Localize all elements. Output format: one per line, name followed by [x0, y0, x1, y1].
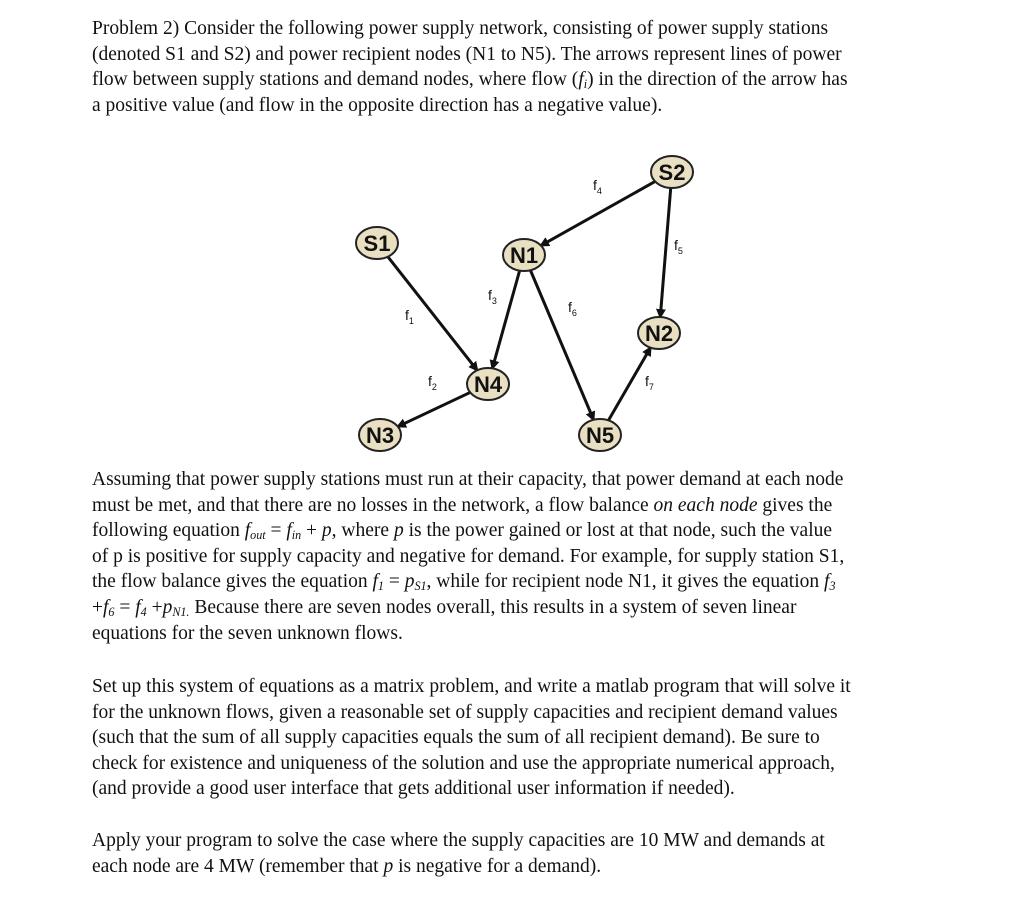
math-subscript: in [291, 528, 302, 543]
node-n3 [359, 419, 401, 451]
node-n5 [579, 419, 621, 451]
flow-label-f6: $f_6$ [568, 299, 577, 318]
text-fragment: is negative for a demand). [398, 855, 602, 877]
text-line: (and provide a good user interface that gets additional user information if needed). [92, 778, 735, 800]
node-label: N4 [473, 372, 503, 397]
task-paragraph [92, 674, 972, 802]
text-fragment: gives the [762, 494, 833, 516]
text-line: (such that the sum of all supply capacities equals the sum of all recipient demand). Be sure to [92, 727, 820, 749]
flow-label-f5: $f_5$ [674, 237, 683, 256]
assumptions-paragraph [92, 467, 972, 646]
emphasis: on each node [653, 494, 758, 516]
text-fragment: must be met, and that there are no losses in the network, a flow balance [92, 494, 649, 516]
math-subscript: S1 [414, 579, 427, 594]
text-line [92, 854, 972, 880]
edges-layer [388, 181, 674, 426]
math-subscript: 3 [829, 579, 836, 594]
text-line: Assuming that power supply stations must run at their capacity, that power demand at each node [92, 469, 844, 490]
math-op: = [383, 571, 405, 593]
node-n2 [638, 317, 680, 349]
math-var: f [578, 69, 584, 91]
problem-intro [92, 16, 972, 118]
nodes-layer [356, 156, 693, 451]
text-line [92, 493, 972, 519]
node-label: S1 [363, 231, 391, 256]
math-subscript: 4 [140, 604, 147, 619]
text-line: a positive value (and flow in the opposite direction has a negative value). [92, 94, 663, 116]
math-op: + [146, 596, 163, 618]
math-var: p [393, 520, 404, 542]
text-fragment: , where [331, 520, 390, 542]
node-s2 [651, 156, 693, 188]
math-subscript: 1 [377, 579, 384, 594]
math-op: = [114, 596, 136, 618]
flow-arrow-f2 [398, 392, 470, 426]
text-line [92, 67, 972, 93]
text-fragment: the flow balance gives the equation [92, 571, 368, 593]
node-label: S2 [658, 160, 686, 185]
flow-arrow-f5 [660, 188, 670, 317]
text-line: Problem 2) Consider the following power supply network, consisting of power supply stations [92, 18, 829, 39]
node-label: N2 [644, 321, 674, 346]
node-label: N3 [365, 423, 395, 448]
math-subscript: N1. [172, 604, 190, 619]
math-subscript: 6 [108, 604, 115, 619]
math-var: p [383, 855, 394, 877]
text-fragment: each node are 4 MW (remember that [92, 855, 379, 877]
text-line: equations for the seven unknown flows. [92, 622, 403, 644]
math-var: f [103, 596, 109, 618]
math-subscript: out [250, 528, 266, 543]
text-line: Set up this system of equations as a matrix problem, and write a matlab program that will solve it [92, 676, 851, 697]
math-var: p [404, 571, 415, 593]
flow-label-f7: $f_7$ [645, 373, 654, 392]
math-var: f [286, 520, 292, 542]
text-line [92, 518, 972, 544]
node-label: N5 [585, 423, 615, 448]
math-var: f [824, 571, 830, 593]
math-op: = [265, 520, 287, 542]
flow-arrow-f1 [388, 257, 477, 371]
flow-arrow-f3 [492, 271, 519, 369]
math-op: + [301, 520, 322, 542]
text-line: (denoted S1 and S2) and power recipient nodes (N1 to N5). The arrows represent lines of power [92, 43, 842, 65]
flow-label-f1: $f_1$ [405, 307, 414, 326]
text-line: for the unknown flows, given a reasonable set of supply capacities and recipient demand values [92, 701, 838, 723]
text-fragment: following equation [92, 520, 240, 542]
text-fragment: is the power gained or lost at that node, such the value [408, 520, 833, 542]
text-line [92, 595, 972, 621]
math-var: f [372, 571, 378, 593]
node-label: N1 [509, 243, 539, 268]
text-fragment: ) in the direction of the arrow has [587, 69, 848, 91]
text-line: check for existence and uniqueness of the solution and use the appropriate numerical approach, [92, 752, 835, 774]
flow-arrow-f6 [530, 270, 593, 420]
flow-labels-layer [405, 177, 683, 392]
math-var: f [244, 520, 251, 542]
text-line [92, 569, 972, 595]
math-var: f [135, 596, 141, 618]
flow-label-f4: $f_4$ [593, 177, 602, 196]
math-var: p [162, 596, 173, 618]
math-op: + [92, 596, 103, 618]
apply-paragraph [92, 828, 972, 879]
power-network-diagram [330, 148, 700, 458]
text-line: Apply your program to solve the case where the supply capacities are 10 MW and demands at [92, 830, 825, 851]
math-subscript: i [583, 77, 588, 92]
flow-label-f3: $f_3$ [488, 287, 497, 306]
node-s1 [356, 227, 398, 259]
math-var: p [321, 520, 332, 542]
text-line: of p is positive for supply capacity and negative for demand. For example, for supply station S1, [92, 545, 845, 567]
node-n1 [503, 239, 545, 271]
text-fragment: flow between supply stations and demand nodes, where flow ( [92, 69, 579, 91]
flow-label-f2: $f_2$ [428, 373, 437, 392]
text-fragment: Because there are seven nodes overall, this results in a system of seven linear [189, 596, 797, 618]
node-n4 [467, 368, 509, 400]
text-fragment: , while for recipient node N1, it gives the equation [426, 571, 820, 593]
